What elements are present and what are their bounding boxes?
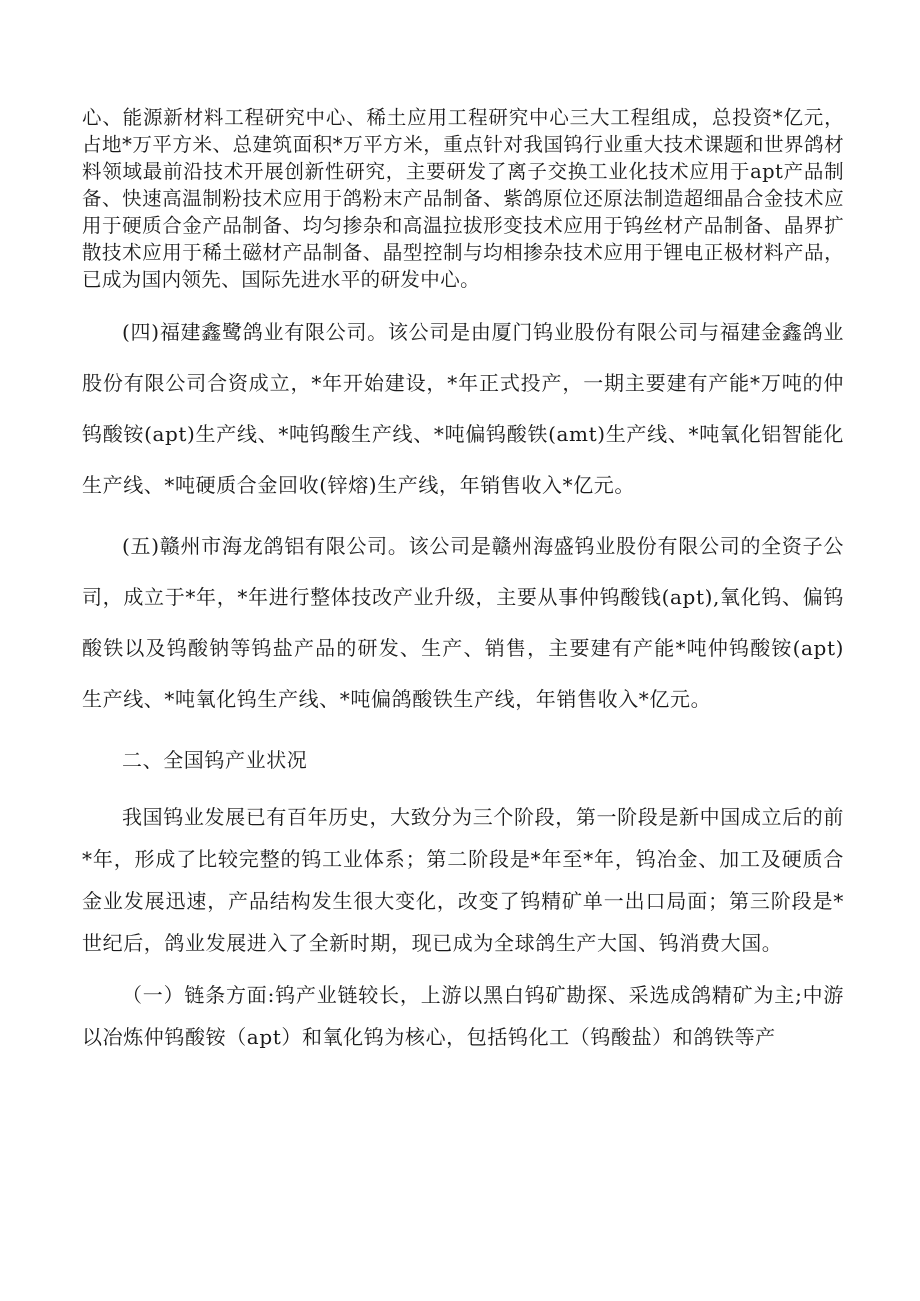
spacer [82,511,844,521]
paragraph-ganzhou-company: (五)赣州市海龙鸽铝有限公司。该公司是赣州海盛钨业股份有限公司的全资子公司，成立于*年，*年进行整体技改产业升级，主要从事仲钨酸钱(apt),氧化钨、偏钨酸铁以及钨酸钠等钨盐产品的研发、生产、销售，主要建有产能*吨仲钨酸铵(apt)生产线、*吨氧化钨生产线、*吨偏鸽酸铁生产线，年销售收入*亿元。 [82,534,844,711]
paragraph-research-center: 心、能源新材料工程研究中心、稀土应用工程研究中心三大工程组成，总投资*亿元，占地*万平方米、总建筑面积*万平方米，重点针对我国钨行业重大技术课题和世界鸽材料领域最前沿技术开展创新性研究，主要研发了离子交换工业化技术应用于apt产品制备、快速高温制粉技术应用于鸽粉末产品制备、紫鸽原位还原法制造超细晶合金技术应用于硬质合金产品制备、均匀掺杂和高温拉拔形变技术应用于钨丝材产品制备、晶界扩散技术应用于稀土磁材产品制备、晶型控制与均相掺杂技术应用于锂电正极材料产品，已成为国内领先、国际先进水平的研发中心。 [82,106,844,291]
spacer [82,964,844,974]
paragraph-industry-history: 我国钨业发展已有百年历史，大致分为三个阶段，第一阶段是新中国成立后的前*年，形成了比较完整的钨工业体系；第二阶段是*年至*年，钨冶金、加工及硬质合金业发展迅速，产品结构发生很大变化，改变了钨精矿单一出口局面；第三阶段是*世纪后，鸽业发展进入了全新时期，现已成为全球鸽生产大国、钨消费大国。 [82,805,844,955]
paragraph-industry-chain: （一）链条方面:钨产业链较长，上游以黑白钨矿勘探、采选成鸽精矿为主;中游以冶炼仲钨酸铵（apt）和氧化钨为核心，包括钨化工（钨酸盐）和鸽铁等产 [82,983,844,1049]
section-heading: 二、全国钨产业状况 [122,748,308,772]
spacer [82,786,844,796]
spacer [82,293,844,307]
spacer [82,725,844,735]
document-page [82,104,844,1058]
paragraph-fujian-company: (四)福建鑫鹭鸽业有限公司。该公司是由厦门钨业股份有限公司与福建金鑫鸽业股份有限公司合资成立，*年开始建设，*年正式投产，一期主要建有产能*万吨的仲钨酸铵(apt)生产线、*吨钨酸生产线、*吨偏钨酸铁(amt)生产线、*吨氧化铝智能化生产线、*吨硬质合金回收(锌熔)生产线，年销售收入*亿元。 [82,320,844,497]
